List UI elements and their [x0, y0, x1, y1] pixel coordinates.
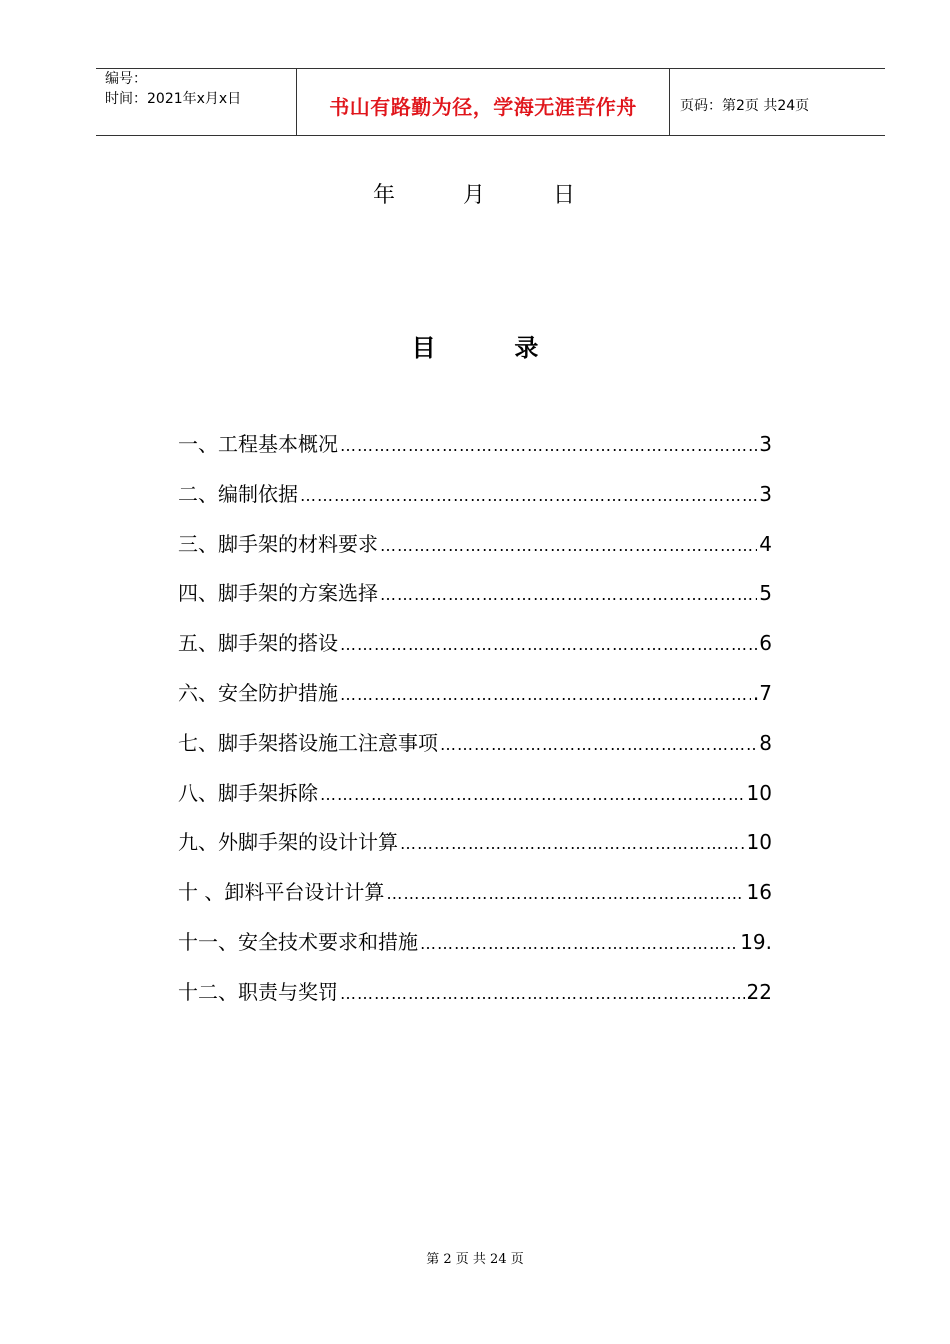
page-footer: 第 2 页 共 24 页 — [426, 1252, 524, 1267]
toc-entry[interactable] — [178, 627, 772, 655]
toc-entry-page: .7 — [752, 681, 772, 705]
toc-entry-page: 5 — [759, 581, 772, 606]
toc-entry-label: 八、脚手架拆除 — [178, 780, 318, 805]
toc-leader-dots — [300, 486, 757, 505]
toc-title — [0, 328, 950, 363]
toc-entry[interactable] — [178, 528, 772, 556]
page-header — [96, 68, 885, 136]
toc-entry-label: 五、脚手架的搭设 — [178, 631, 338, 656]
toc-entry-page: 6 — [759, 631, 772, 656]
toc-entry-label: 三、脚手架的材料要求 — [178, 531, 378, 556]
toc-entry[interactable] — [178, 677, 772, 705]
header-motto-cell — [297, 69, 670, 135]
toc-entry-label: 四、脚手架的方案选择 — [178, 581, 378, 606]
toc-leader-dots — [420, 934, 738, 953]
document-time-label: 时间：2021年x月x日 — [105, 91, 242, 107]
toc-entry[interactable] — [178, 826, 772, 854]
toc-entry-label: 一、工程基本概况 — [178, 432, 338, 456]
toc-entry-page: 4 — [759, 531, 772, 556]
toc-entry[interactable] — [178, 428, 772, 456]
toc-leader-dots — [340, 436, 757, 455]
toc-leader-dots — [380, 585, 757, 604]
toc-leader-dots — [320, 785, 745, 804]
toc-entry-label: 九、外脚手架的设计计算 — [178, 830, 398, 855]
toc-title-right: 录 — [514, 334, 539, 362]
toc-entry-page: 8 — [759, 730, 772, 755]
date-year: 年 — [373, 183, 396, 208]
toc-entry-page: 3 — [759, 432, 772, 456]
header-motto: 书山有路勤为径，学海无涯苦作舟 — [329, 95, 637, 119]
header-page-code: 页码：第2页 共24页 — [680, 98, 810, 114]
toc-leader-dots — [380, 536, 757, 555]
toc-entry-label: 十 、卸料平台设计计算 — [178, 880, 385, 905]
toc-leader-dots — [386, 884, 744, 903]
toc-entry-page: 19. — [740, 930, 772, 954]
toc-entry-page: 10 — [746, 780, 772, 805]
toc-leader-dots — [340, 635, 757, 654]
toc-leader-dots — [340, 685, 751, 704]
toc-entry-label: 七、脚手架搭设施工注意事项 — [178, 730, 438, 755]
toc-entry[interactable] — [178, 926, 772, 954]
header-page-cell — [670, 69, 885, 135]
date-day: 日 — [553, 183, 576, 208]
toc-entry-page: 10 — [746, 830, 772, 855]
toc-entry[interactable] — [178, 478, 772, 506]
toc-entry-label: 十二、职责与奖罚 — [178, 979, 338, 1004]
toc-entry[interactable] — [178, 876, 772, 904]
toc-leader-dots — [440, 735, 757, 754]
toc-leader-dots — [400, 834, 745, 853]
header-meta-cell — [96, 69, 297, 135]
toc-title-left: 目 — [411, 334, 436, 362]
date-line — [373, 178, 575, 209]
date-month: 月 — [463, 183, 486, 208]
toc-entry[interactable] — [178, 727, 772, 755]
toc-entry-label: 二、编制依据 — [178, 481, 298, 506]
toc-entry-label: 六、安全防护措施 — [178, 681, 338, 705]
toc-entry-page: 3 — [759, 481, 772, 506]
toc-entry[interactable] — [178, 577, 772, 605]
toc-entry-label: 十一、安全技术要求和措施 — [178, 930, 418, 954]
document-code-label: 编号： — [105, 71, 147, 87]
toc-entry[interactable] — [178, 777, 772, 805]
toc-leader-dots — [340, 984, 745, 1003]
toc-entry[interactable] — [178, 976, 772, 1004]
toc-entry-page: 16 — [746, 880, 772, 905]
toc-entry-page: 22 — [746, 979, 772, 1004]
